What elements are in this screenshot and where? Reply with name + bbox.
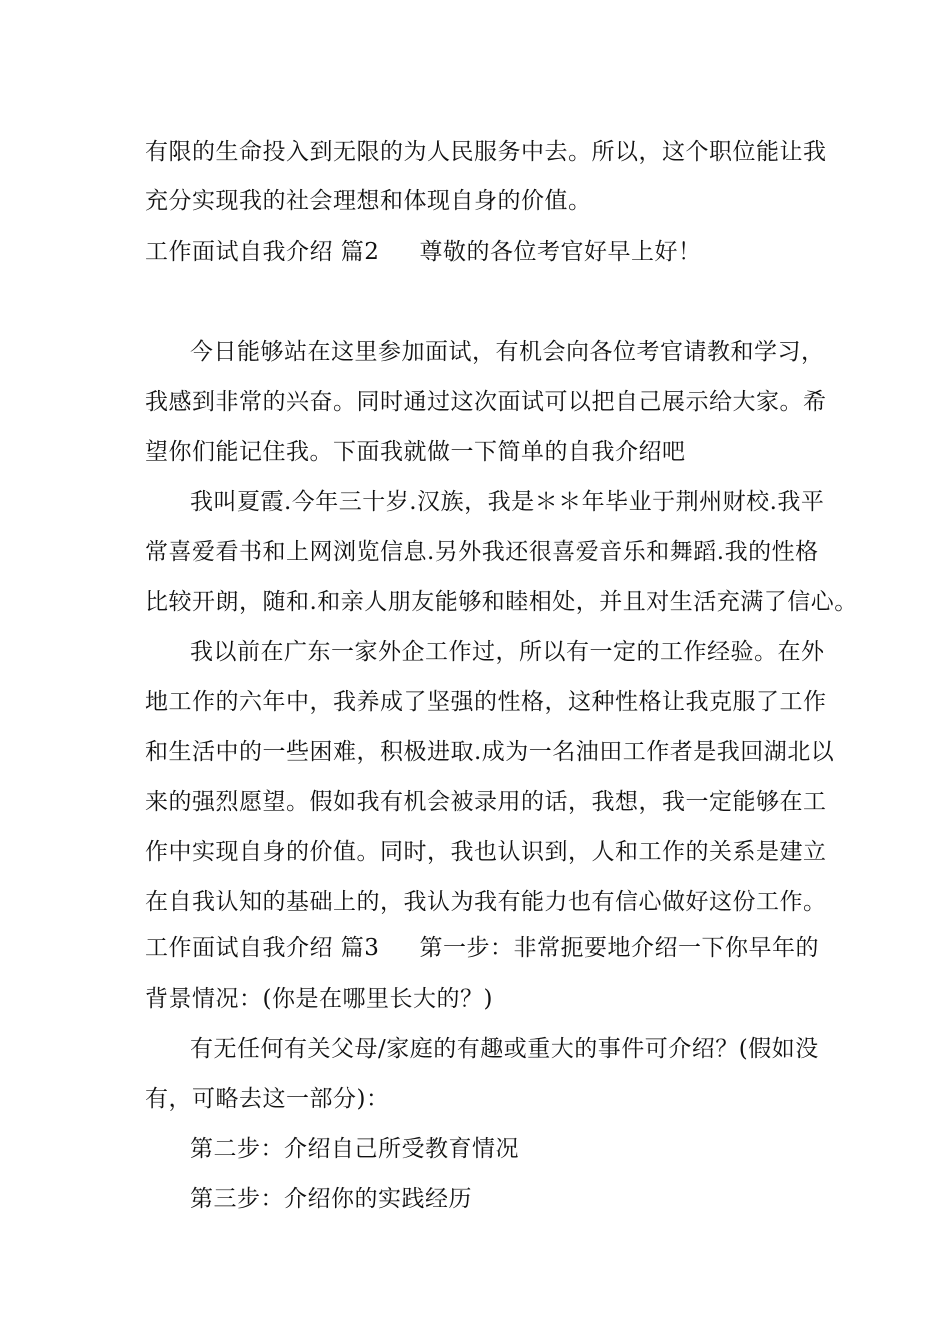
- step-line: 第二步：介绍自己所受教育情况: [190, 1136, 519, 1162]
- text-line: 作中实现自身的价值。同时，我也认识到，人和工作的关系是建立: [145, 839, 827, 865]
- text-line: 我感到非常的兴奋。同时通过这次面试可以把自己展示给大家。希: [145, 389, 827, 415]
- text-line: 有限的生命投入到无限的为人民服务中去。所以，这个职位能让我: [145, 139, 827, 165]
- section-heading: 工作面试自我介绍 篇3: [145, 935, 380, 961]
- text-line: 望你们能记住我。下面我就做一下简单的自我介绍吧: [145, 439, 686, 465]
- text-line: 我叫夏霞.今年三十岁.汉族，我是＊＊年毕业于荆州财校.我平: [190, 489, 825, 515]
- text-line: 和生活中的一些困难，积极进取.成为一名油田工作者是我回湖北以: [145, 739, 835, 765]
- text-line: 比较开朗，随和.和亲人朋友能够和睦相处，并且对生活充满了信心。: [145, 589, 858, 615]
- text-line: 在自我认知的基础上的，我认为我有能力也有信心做好这份工作。: [145, 889, 827, 915]
- text-line: 充分实现我的社会理想和体现自身的价值。: [145, 188, 592, 214]
- text-line: 我以前在广东一家外企工作过，所以有一定的工作经验。在外: [190, 639, 825, 665]
- step-text: 第一步：非常扼要地介绍一下你早年的: [419, 935, 819, 961]
- section-heading-line: [145, 237, 701, 267]
- greeting-text: 尊敬的各位考官好早上好！: [419, 239, 702, 265]
- text-line: 来的强烈愿望。假如我有机会被录用的话，我想，我一定能够在工: [145, 789, 827, 815]
- step-line: 第三步：介绍你的实践经历: [190, 1186, 472, 1212]
- text-line: 常喜爱看书和上网浏览信息.另外我还很喜爱音乐和舞蹈.我的性格: [145, 539, 819, 565]
- section-heading-line: [145, 933, 819, 963]
- section-heading: 工作面试自我介绍 篇2: [145, 239, 380, 265]
- text-line: 地工作的六年中，我养成了坚强的性格，这种性格让我克服了工作: [145, 689, 827, 715]
- text-line: 今日能够站在这里参加面试，有机会向各位考官请教和学习，: [190, 339, 825, 365]
- text-line: 有，可略去这一部分)：: [145, 1086, 390, 1112]
- text-line: 背景情况：(你是在哪里长大的？): [145, 986, 493, 1012]
- text-line: 有无任何有关父母/家庭的有趣或重大的事件可介绍？(假如没: [190, 1036, 819, 1062]
